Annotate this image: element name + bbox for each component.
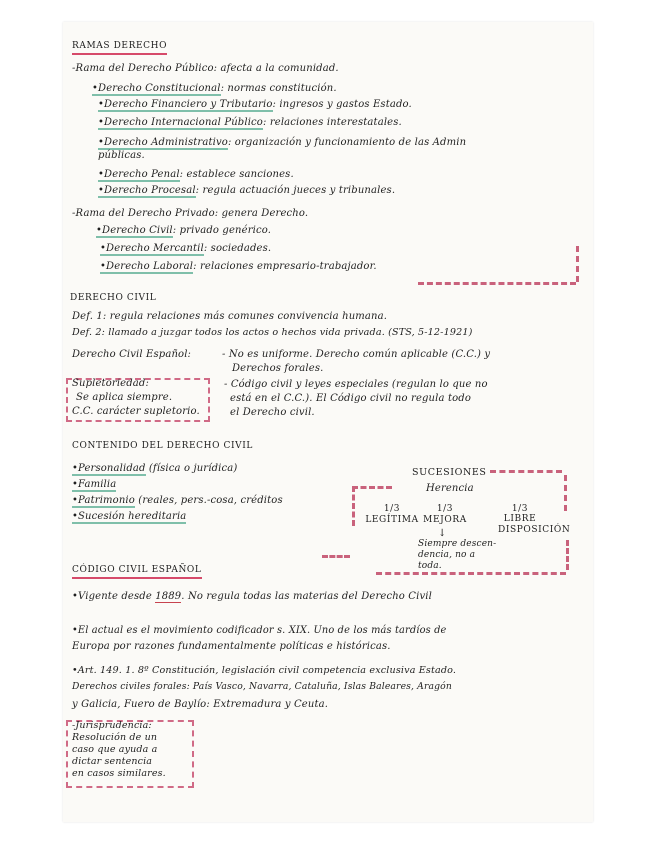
list-item-continuation: públicas. — [98, 150, 145, 161]
diagram-dash — [490, 470, 562, 473]
derecho-civil-espanol-text: - No es uniforme. Derecho común aplicable (C.C.) y — [222, 349, 491, 360]
list-item: •Derecho Penal: establece sanciones. — [98, 169, 294, 180]
diagram-dash — [352, 486, 355, 526]
list-item: •Derecho Constitucional: normas constitución. — [92, 83, 337, 94]
codigo-civil-note: está en el C.C.). El Código civil no regula todo — [230, 393, 471, 404]
list-item: •Derecho Internacional Público: relaciones interestatales. — [98, 117, 402, 128]
jurisprudencia-line: dictar sentencia — [72, 756, 153, 767]
supletoriedad-line: C.C. carácter supletorio. — [72, 406, 200, 417]
jurisprudencia-line: caso que ayuda a — [72, 744, 158, 755]
derecho-civil-espanol-text: Derechos forales. — [232, 363, 324, 374]
jurisprudencia-line: -Jurisprudencia: — [72, 720, 152, 731]
jurisprudencia-line: en casos similares. — [72, 768, 166, 779]
list-item: •Derecho Civil: privado genérico. — [96, 225, 272, 236]
rama-privado-heading: -Rama del Derecho Privado: genera Derecho. — [72, 208, 309, 219]
list-item: •Familia — [72, 479, 117, 490]
jurisprudencia-line: Resolución de un — [72, 732, 158, 743]
list-item: •Derecho Mercantil: sociedades. — [100, 243, 272, 254]
sucesiones-title: SUCESIONES — [412, 467, 487, 478]
derecho-civil-espanol-label: Derecho Civil Español: — [72, 349, 192, 360]
articulo-line: Derechos civiles forales: País Vasco, Navarra, Cataluña, Islas Baleares, Aragón — [72, 681, 452, 692]
mejora-note: Siempre descen- — [418, 539, 497, 549]
diagram-dash — [564, 475, 567, 511]
actual-line: Europa por razones fundamentalmente políticas e históricas. — [72, 641, 391, 652]
divider-dash — [418, 282, 576, 285]
diagram-dash — [566, 540, 569, 570]
list-item: •Derecho Financiero y Tributario: ingresos y gastos Estado. — [98, 99, 412, 110]
mejora-arrow: ↓ — [438, 528, 447, 539]
supletoriedad-title: Supletoriedad: — [72, 378, 149, 389]
divider-dash — [576, 246, 579, 282]
actual-line: •El actual es el movimiento codificador s. XIX. Uno de los más tardíos de — [72, 625, 447, 636]
codigo-civil-note: el Derecho civil. — [230, 407, 315, 418]
mejora-note: dencia, no a — [418, 550, 476, 560]
rama-publico-heading: -Rama del Derecho Público: afecta a la comunidad. — [72, 63, 339, 74]
definition-2: Def. 2: llamado a juzgar todos los actos o hechos vida privada. (STS, 5-12-1921) — [72, 327, 473, 338]
list-item: •Derecho Procesal: regula actuación jueces y tribunales. — [98, 185, 396, 196]
legitima-fraction: 1/3 — [383, 504, 401, 514]
list-item: •Derecho Laboral: relaciones empresario-trabajador. — [100, 261, 377, 272]
mejora-fraction: 1/3 — [436, 504, 454, 514]
libre-disposicion-fraction: 1/3 — [511, 504, 529, 514]
articulo-line: y Galicia, Fuero de Baylío: Extremadura y Ceuta. — [72, 699, 329, 710]
diagram-dash — [376, 572, 566, 575]
list-item: •Personalidad (física o jurídica) — [72, 463, 238, 474]
list-item: •Sucesión hereditaria — [72, 511, 187, 522]
list-item: •Derecho Administrativo: organización y funcionamiento de las Admin — [98, 137, 467, 148]
diagram-dash — [322, 555, 350, 558]
vigencia-line: •Vigente desde 1889. No regula todas las materias del Derecho Civil — [72, 591, 432, 602]
legitima-label: LEGÍTIMA — [365, 515, 419, 525]
diagram-dash — [352, 486, 392, 489]
mejora-label: MEJORA — [423, 515, 467, 525]
section-title-codigo: CÓDIGO CIVIL ESPAÑOL — [72, 564, 202, 579]
codigo-civil-note: - Código civil y leyes especiales (regulan lo que no — [224, 379, 488, 390]
libre-disposicion-label: LIBRE DISPOSICIÓN — [498, 514, 571, 535]
section-title-contenido: CONTENIDO DEL DERECHO CIVIL — [72, 441, 253, 451]
section-title-ramas: RAMAS DERECHO — [72, 40, 167, 55]
section-title-civil: DERECHO CIVIL — [70, 293, 157, 303]
list-item: •Patrimonio (reales, pers.-cosa, créditos — [72, 495, 283, 506]
herencia-label: Herencia — [426, 483, 474, 494]
definition-1: Def. 1: regula relaciones más comunes convivencia humana. — [72, 311, 388, 322]
mejora-note: toda. — [418, 561, 442, 571]
articulo-line: •Art. 149. 1. 8º Constitución, legislación civil competencia exclusiva Estado. — [72, 665, 457, 676]
supletoriedad-line: Se aplica siempre. — [76, 392, 173, 403]
